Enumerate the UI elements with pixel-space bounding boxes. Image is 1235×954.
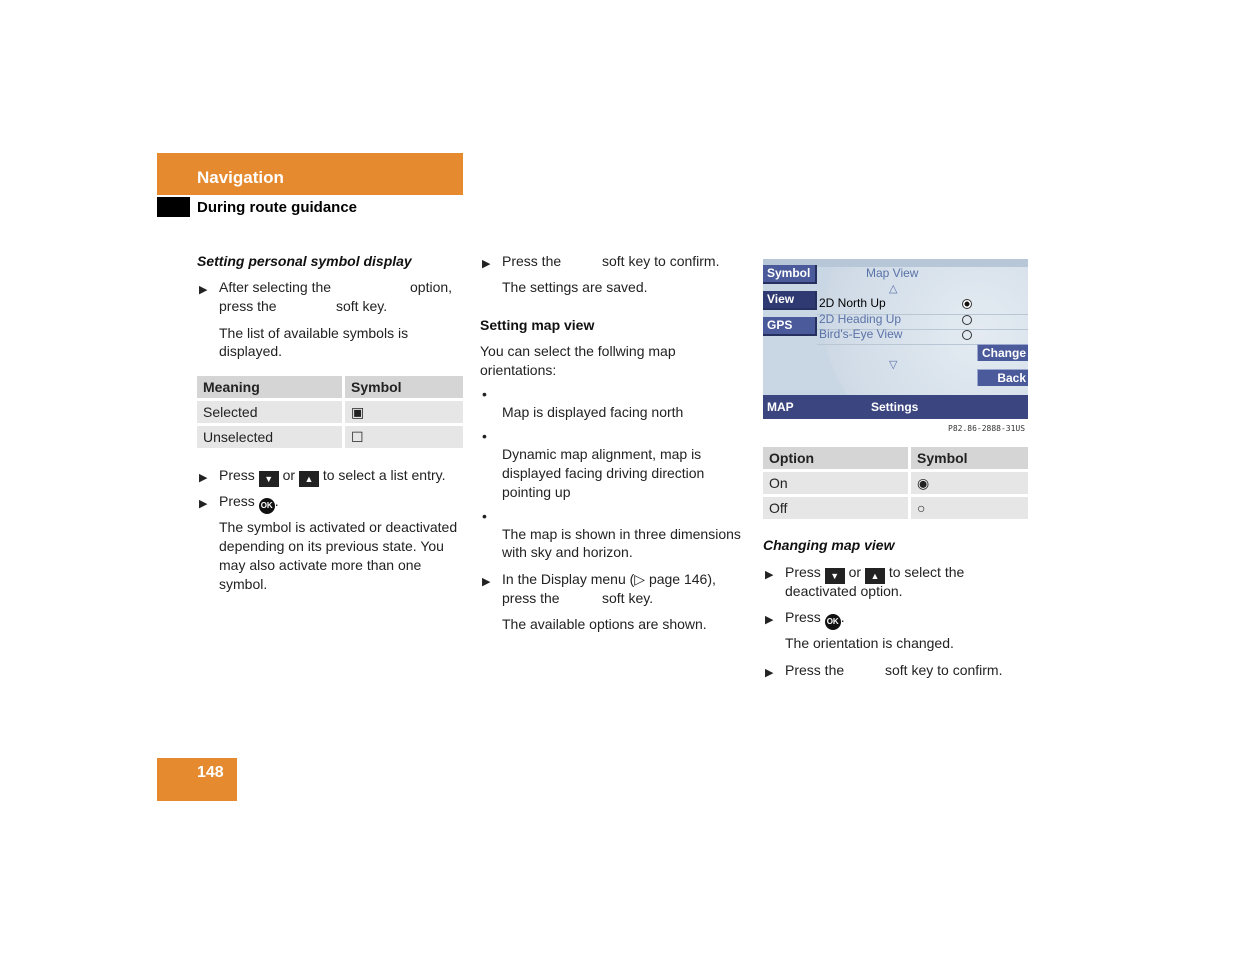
paragraph: The list of available symbols is [219, 325, 409, 341]
step-text: Press OK . [785, 608, 845, 630]
step-text: press the [219, 298, 277, 314]
symbol-display-heading: Setting personal symbol display [197, 253, 412, 269]
radio-unselected-icon [962, 315, 972, 325]
screen-title: Map View [866, 266, 919, 280]
selected-symbol-icon: ▣ [345, 401, 463, 423]
paragraph: displayed. [219, 343, 283, 359]
paragraph: may also activate more than one [219, 557, 422, 573]
table-header: Symbol [345, 376, 463, 398]
step-text: Press ▼ or ▲ to select the [785, 563, 964, 584]
scroll-down-icon[interactable]: ▽ [889, 359, 898, 371]
table-cell: Selected [197, 401, 345, 423]
table-header: Option [763, 447, 911, 469]
image-caption: P82.86-2888-31US [948, 424, 1026, 433]
option-2d-heading-up[interactable]: 2D Heading Up [819, 312, 902, 326]
softkey-symbol[interactable]: Symbol [763, 265, 817, 284]
paragraph: symbol. [219, 576, 268, 592]
step-text: press the [502, 590, 560, 606]
step-arrow-icon: ▶ [765, 614, 774, 626]
bullet-text: Dynamic map alignment, map is [502, 446, 702, 462]
radio-unselected-icon [962, 330, 972, 340]
ok-button-icon: OK [259, 498, 275, 514]
radio-selected-icon [962, 299, 972, 309]
bullet-text: with sky and horizon. [502, 544, 633, 560]
paragraph: The settings are saved. [502, 279, 648, 295]
bullet-text: The map is shown in three dimensions [502, 526, 741, 542]
option-table [763, 444, 1028, 522]
paragraph: depending on its previous state. You [219, 538, 444, 554]
bullet-text: pointing up [502, 484, 571, 500]
step-arrow-icon: ▶ [199, 472, 208, 484]
step-text: deactivated option. [785, 583, 903, 599]
step-arrow-icon: ▶ [765, 569, 774, 581]
page-number: 148 [197, 764, 224, 781]
step-text: soft key to confirm. [602, 253, 720, 269]
softkey-back[interactable]: Back [977, 369, 1028, 386]
step-text: option, [410, 279, 453, 295]
paragraph: You can select the follwing map [480, 343, 676, 359]
scroll-up-icon[interactable]: △ [889, 283, 898, 295]
step-text: After selecting the [219, 279, 332, 295]
step-arrow-icon: ▶ [765, 667, 774, 679]
up-key-icon: ▲ [299, 471, 319, 487]
bullet-text: Map is displayed facing north [502, 404, 684, 420]
down-key-icon: ▼ [825, 568, 845, 584]
step-text: Press OK . [219, 492, 279, 514]
step-text: soft key to confirm. [885, 662, 1003, 678]
bullet-icon: • [482, 508, 487, 524]
off-symbol-icon: ○ [911, 497, 1028, 519]
paragraph: The symbol is activated or deactivated [219, 519, 458, 535]
bullet-text: displayed facing driving direction [502, 465, 705, 481]
symbol-table [197, 373, 463, 451]
bullet-icon: • [482, 428, 487, 444]
table-header: Symbol [911, 447, 1028, 469]
paragraph: The orientation is changed. [785, 635, 954, 651]
step-arrow-icon: ▶ [199, 284, 208, 296]
table-cell: Unselected [197, 426, 345, 448]
softkey-change[interactable]: Change [977, 344, 1028, 361]
paragraph: orientations: [480, 362, 557, 378]
header-marker [157, 197, 190, 217]
map-view-heading: Setting map view [480, 317, 595, 333]
step-text: Press the [785, 662, 845, 678]
step-text: soft key. [602, 590, 654, 606]
option-2d-north-up[interactable]: 2D North Up [819, 296, 886, 310]
down-key-icon: ▼ [259, 471, 279, 487]
status-settings[interactable]: Settings [871, 400, 919, 414]
subsection-title: During route guidance [197, 199, 358, 216]
up-key-icon: ▲ [865, 568, 885, 584]
map-view-screen [763, 259, 1028, 419]
section-title: Navigation [197, 168, 284, 187]
status-map[interactable]: MAP [767, 400, 794, 414]
paragraph: The available options are shown. [502, 616, 707, 632]
step-arrow-icon: ▶ [482, 576, 491, 588]
on-symbol-icon: ◉ [911, 472, 1028, 494]
ok-button-icon: OK [825, 614, 841, 630]
step-arrow-icon: ▶ [482, 258, 491, 270]
bullet-icon: • [482, 386, 487, 402]
softkey-gps[interactable]: GPS [763, 317, 817, 336]
softkey-view[interactable]: View [763, 291, 817, 310]
step-text: soft key. [336, 298, 388, 314]
step-text: In the Display menu (▷ page 146), [502, 571, 716, 587]
table-cell: On [763, 472, 911, 494]
unselected-symbol-icon: ☐ [345, 426, 463, 448]
table-header: Meaning [197, 376, 345, 398]
changing-map-view-heading: Changing map view [763, 537, 895, 553]
step-arrow-icon: ▶ [199, 498, 208, 510]
step-text: Press the [502, 253, 562, 269]
option-birds-eye-view[interactable]: Bird's-Eye View [819, 327, 903, 341]
step-text: Press ▼ or ▲ to select a list entry. [219, 466, 446, 487]
table-cell: Off [763, 497, 911, 519]
